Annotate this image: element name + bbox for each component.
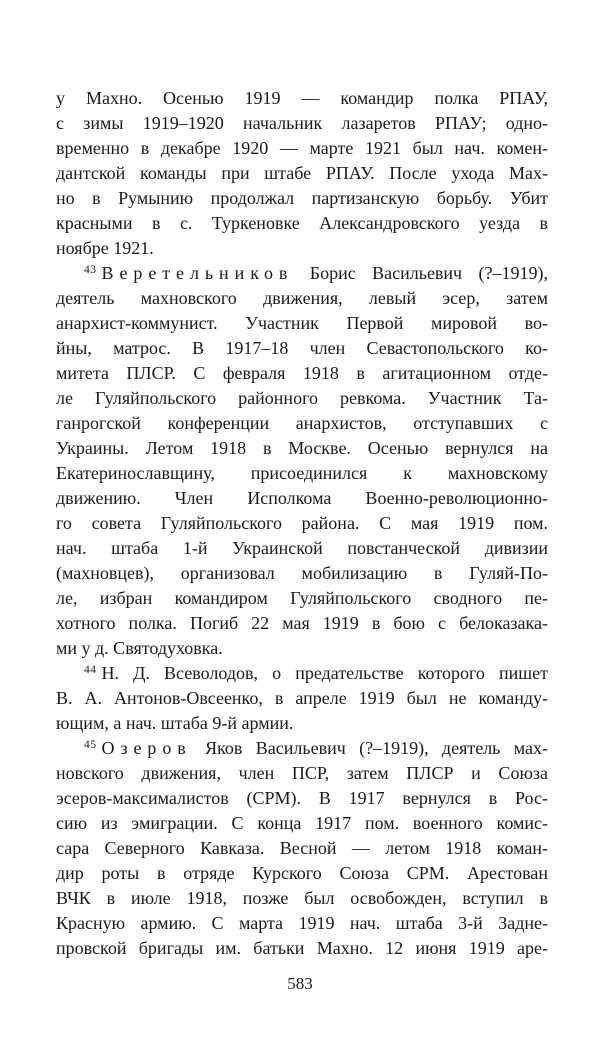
spaced-name: Озеров xyxy=(101,738,192,758)
text-line: сара Северного Кавказа. Весной — летом 1918 коман- xyxy=(56,838,548,858)
text-line: $^{44}$ Н. Д. Всеволодов, о предательстве которого пишет xyxy=(84,663,548,683)
text-line: у Махно. Осенью 1919 — командир полка РПАУ, xyxy=(56,88,548,108)
text-line: $^{43}$ Веретельников Борис Васильевич (?–1919), xyxy=(84,263,548,283)
text-line: дир роты в отряде Курского Союза СРМ. Арестован xyxy=(56,863,548,883)
footnote-marker: 45 xyxy=(84,739,97,751)
text-line: $^{45}$ Озеров Яков Васильевич (?–1919), деятель мах- xyxy=(84,738,548,758)
text-line: ганрогской конференции анархистов, отступавших с xyxy=(56,413,548,433)
paragraph xyxy=(56,261,548,661)
text-line: митета ПЛСР. С февраля 1918 в агитационном отде- xyxy=(56,363,548,383)
text-line: эсеров-максималистов (СРМ). В 1917 вернулся в Рос- xyxy=(56,788,548,808)
text-line: но в Румынию продолжал партизанскую борьбу. Убит xyxy=(56,188,548,208)
text-line: новского движения, член ПСР, затем ПЛСР и Союза xyxy=(56,763,548,783)
text-line: ми у д. Святодуховка. xyxy=(56,638,223,658)
paragraph xyxy=(56,86,548,261)
text-line: Украины. Летом 1918 в Москве. Осенью вернулся на xyxy=(56,438,548,458)
text-line: нач. штаба 1-й Украинской повстанческой дивизии xyxy=(56,538,548,558)
text-line: временно в декабре 1920 — марте 1921 был нач. комен- xyxy=(56,138,548,158)
text-line: (махновцев), организовал мобилизацию в Гуляй-По- xyxy=(56,563,548,583)
text-line: ле Гуляйпольского районного ревкома. Участник Та- xyxy=(56,388,548,408)
text-line: йны, матрос. В 1917–18 член Севастопольского ко- xyxy=(56,338,548,358)
footnote-marker: 44 xyxy=(84,664,97,676)
text-line: Екатеринославщину, присоединился к махновскому xyxy=(56,463,548,483)
text-line: красными в с. Туркеновке Александровского уезда в xyxy=(56,213,548,233)
text-line: ющим, а нач. штаба 9-й армии. xyxy=(56,713,294,733)
text-line: сию из эмиграции. С конца 1917 пом. военного комис- xyxy=(56,813,548,833)
page-number: 583 xyxy=(287,974,313,993)
text-line: дантской команды при штабе РПАУ. После ухода Мах- xyxy=(56,163,548,183)
text-line: ноябре 1921. xyxy=(56,238,154,258)
text-line: ле, избран командиром Гуляйпольского сводного пе- xyxy=(56,588,548,608)
text-line: деятель махновского движения, левый эсер, затем xyxy=(56,288,548,308)
text-line: хотного полка. Погиб 22 мая 1919 в бою с белоказака- xyxy=(56,613,548,633)
text-line: В. А. Антонов-Овсеенко, в апреле 1919 был не команду- xyxy=(56,688,548,708)
footnote-marker: 43 xyxy=(84,264,97,276)
text-line: ВЧК в июле 1918, позже был освобожден, вступил в xyxy=(56,888,548,908)
paragraph xyxy=(56,661,548,736)
text-line: движению. Член Исполкома Военно-революционно- xyxy=(56,488,548,508)
text-line: Красную армию. С марта 1919 нач. штаба 3-й Задне- xyxy=(56,913,548,933)
spaced-name: Веретельников xyxy=(101,263,294,283)
paragraph xyxy=(56,736,548,961)
text-line: с зимы 1919–1920 начальник лазаретов РПАУ; одно- xyxy=(56,113,548,133)
text-line: провской бригады им. батьки Махно. 12 июня 1919 аре- xyxy=(56,938,548,958)
text-line: го совета Гуляйпольского района. С мая 1919 пом. xyxy=(56,513,548,533)
text-line: анархист-коммунист. Участник Первой мировой во- xyxy=(56,313,548,333)
text-block xyxy=(56,86,548,961)
